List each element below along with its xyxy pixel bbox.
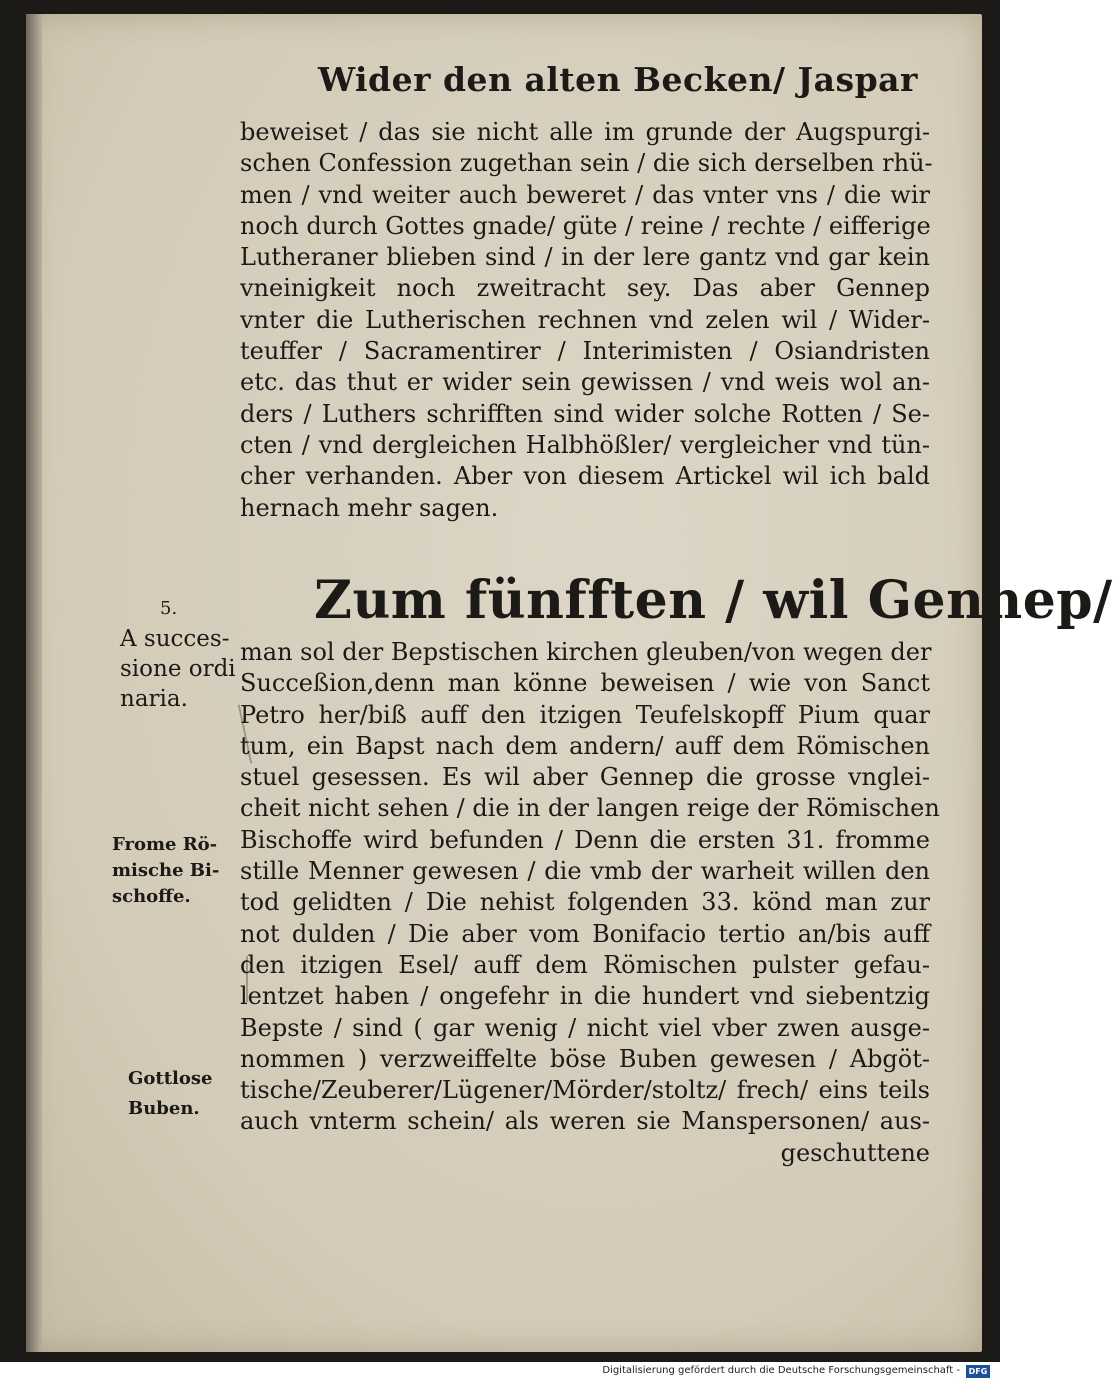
text-line: cheit nicht sehen / die in der langen reige der Römischen [240, 794, 940, 823]
margin-number: 5. [160, 598, 178, 619]
margin-note-line: schoffe. [112, 886, 191, 907]
text-line: vnter die Lutherischen rechnen vnd zelen wil / Wider- [240, 305, 930, 334]
text-line: etc. das thut er wider sein gewissen / vnd weis wol an- [240, 368, 930, 397]
text-line: hernach mehr sagen. [240, 493, 499, 522]
margin-note-godless [128, 1064, 212, 1124]
text-line: lentzet haben / ongefehr in die hundert vnd siebentzig [240, 982, 930, 1011]
text-line: tische/Zeuberer/Lügener/Mörder/stoltz/ frech/ eins teils [240, 1076, 930, 1105]
margin-note-line: Frome Rö- [112, 834, 218, 855]
text-line: tod gelidten / Die nehist folgenden 33. könd man zur [240, 888, 930, 917]
text-line: den itzigen Esel/ auff dem Römischen pulster gefau- [240, 950, 930, 979]
margin-note-line: Buben. [128, 1098, 200, 1119]
margin-note-line: Gottlose [128, 1068, 213, 1089]
body-text-bottom [240, 637, 940, 1169]
text-line: schen Confession zugethan sein / die sich derselben rhü- [240, 149, 933, 178]
page-gutter [26, 14, 42, 1352]
margin-note-latin [120, 624, 236, 714]
text-line: vneinigkeit noch zweitracht sey. Das aber Gennep [240, 274, 930, 303]
text-line: beweiset / das sie nicht alle im grunde der Augspurgi- [240, 118, 930, 146]
text-line: stille Menner gewesen / die vmb der warheit willen den [240, 857, 930, 886]
margin-note-line: mische Bi- [112, 860, 220, 881]
text-line: Petro her/biß auff den itzigen Teufelskopff Pium quar [240, 700, 930, 729]
text-line: nommen ) verzweiffelte böse Buben gewesen / Abgöt- [240, 1044, 930, 1073]
funding-credit: Digitalisierung gefördert durch die Deutsche Forschungsgemeinschaft - [602, 1365, 960, 1376]
text-line: ders / Luthers schrifften sind wider solche Rotten / Se- [240, 399, 930, 428]
text-line: Bepste / sind ( gar wenig / nicht viel vber zwen ausge- [240, 1013, 930, 1042]
text-line: cten / vnd dergleichen Halbhößler/ vergleicher vnd tün- [240, 430, 930, 459]
margin-note-line: A succes- [120, 626, 230, 652]
margin-note-line: sione ordi [120, 656, 236, 682]
section-heading: Zum fünfften / wil Gennep/ [314, 570, 1113, 631]
text-line: noch durch Gottes gnade/ güte / reine / rechte / eifferige [240, 211, 931, 240]
text-line: auch vnterm schein/ als weren sie Manspersonen/ aus- [240, 1107, 930, 1136]
text-line: Bischoffe wird befunden / Denn die ersten 31. fromme [240, 825, 930, 854]
text-line: Succeßion,denn man könne beweisen / wie von Sanct [240, 669, 930, 698]
text-line: Lutheraner blieben sind / in der lere gantz vnd gar kein [240, 243, 930, 272]
text-line: not dulden / Die aber vom Bonifacio tertio an/bis auff [240, 919, 930, 948]
text-line: man sol der Bepstischen kirchen gleuben/von wegen der [240, 638, 932, 666]
catchword: geschuttene [780, 1138, 930, 1167]
text-line: cher verhanden. Aber von diesem Artickel wil ich bald [240, 462, 930, 491]
running-title: Wider den alten Becken/ Jaspar [318, 60, 918, 99]
footer-bar [0, 1362, 1000, 1382]
margin-note-line: naria. [120, 686, 188, 712]
dfg-logo: DFG [966, 1365, 990, 1378]
text-line: tum, ein Bapst nach dem andern/ auff dem Römischen [240, 731, 930, 760]
margin-note-bishops [112, 832, 219, 910]
text-line: teuffer / Sacramentirer / Interimisten / Osiandristen [240, 337, 930, 366]
text-line: men / vnd weiter auch beweret / das vnter vns / die wir [240, 180, 930, 209]
body-text-top [240, 117, 933, 524]
text-line: stuel gesessen. Es wil aber Gennep die grosse vnglei- [240, 763, 930, 792]
